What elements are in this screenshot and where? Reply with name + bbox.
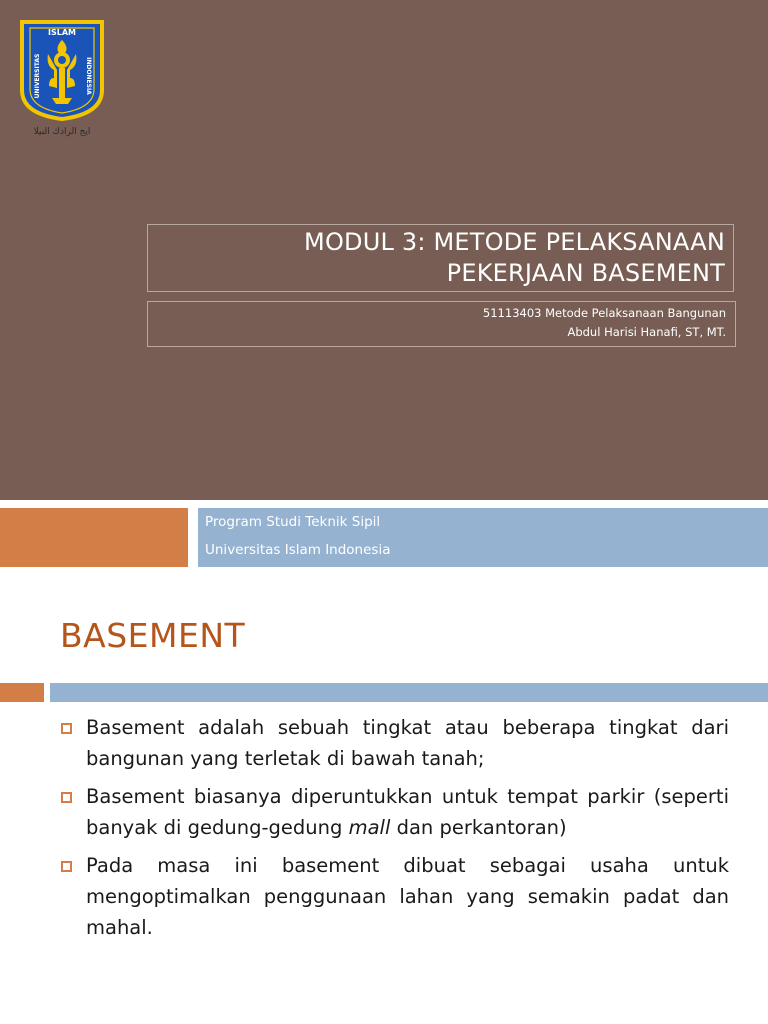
bullet-item: [60, 850, 729, 943]
square-bullet-icon: [61, 792, 72, 803]
square-bullet-icon: [61, 723, 72, 734]
title-line-2: PEKERJAAN BASEMENT: [446, 259, 725, 287]
logo-left-text: UNIVERSITAS: [34, 53, 41, 99]
title-slide-header: [0, 0, 768, 500]
bullet-text: Basement adalah sebuah tingkat atau beberapa tingkat dari bangunan yang terletak di bawah tanah;: [86, 716, 729, 770]
orange-accent-block: [0, 508, 188, 567]
title-box: [147, 224, 734, 292]
logo-top-text: ISLAM: [48, 28, 76, 37]
title-line-1: MODUL 3: METODE PELAKSANAAN: [304, 228, 725, 256]
divider-blue: [50, 683, 768, 702]
course-name: 51113403 Metode Pelaksanaan Bangunan: [482, 306, 726, 320]
subtitle-box: [147, 301, 736, 347]
bullet-item: [60, 781, 729, 843]
square-bullet-icon: [61, 861, 72, 872]
author-name: Abdul Harisi Hanafi, ST, MT.: [567, 325, 726, 339]
logo-script-caption: ايج الرادك النيلا: [33, 127, 91, 137]
divider-orange: [0, 683, 44, 702]
bullet-item: [60, 712, 729, 774]
bullet-list: [60, 712, 729, 950]
bullet-text-after: dan perkantoran): [390, 816, 567, 839]
university-name: Universitas Islam Indonesia: [205, 542, 391, 558]
bullet-text: Pada masa ini basement dibuat sebagai usaha untuk mengoptimalkan penggunaan lahan yang semakin padat dan mahal.: [86, 854, 729, 939]
institution-banner: [198, 508, 768, 567]
section-heading: BASEMENT: [60, 616, 246, 655]
university-logo: [16, 18, 108, 142]
bullet-italic-word: mall: [348, 816, 391, 839]
bullet-text-before: Basement biasanya diperuntukkan untuk tempat parkir (seperti banyak di gedung-gedung: [86, 785, 729, 839]
logo-right-text: INDONESIA: [85, 57, 92, 95]
program-name: Program Studi Teknik Sipil: [205, 514, 381, 530]
